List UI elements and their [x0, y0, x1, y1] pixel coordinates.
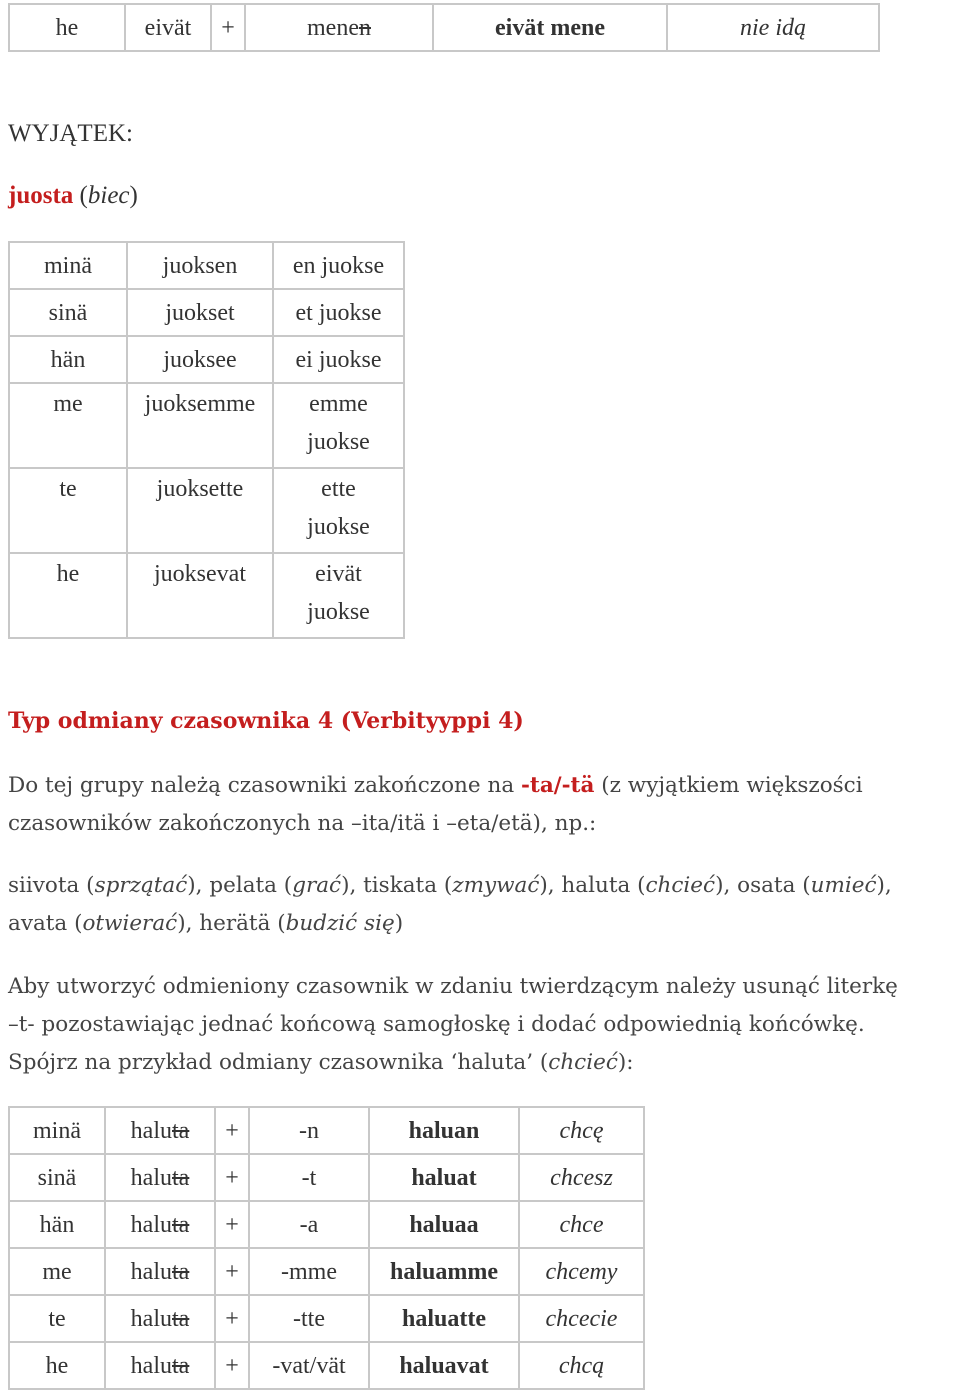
exception-verb: juosta [8, 182, 74, 209]
translation-cell: chcą [519, 1342, 644, 1389]
paragraph-group-description [8, 767, 960, 843]
negative-line-2: juokse [307, 429, 370, 455]
pronoun-cell: hän [9, 336, 127, 383]
paragraph-line [8, 867, 960, 905]
table-row [9, 553, 404, 638]
ending-cell: -t [249, 1154, 369, 1201]
stem-cell [105, 1295, 215, 1342]
juosta-table [8, 241, 405, 639]
negative-cell [273, 468, 404, 553]
plus-cell: + [215, 1295, 249, 1342]
translation-cell: chcemy [519, 1248, 644, 1295]
ending-cell: -tte [249, 1295, 369, 1342]
paragraph-line [8, 905, 960, 943]
result-cell: eivät mene [433, 4, 667, 51]
table-row [9, 1201, 644, 1248]
exception-heading: WYJĄTEK: [8, 120, 133, 147]
translation-open: ( [79, 182, 88, 209]
plus-cell: + [211, 4, 245, 51]
struck-letters: ta [172, 1211, 190, 1238]
plus-cell: + [215, 1201, 249, 1248]
translation-cell: chcesz [519, 1154, 644, 1201]
section-heading: Typ odmiany czasownika 4 (Verbityyppi 4) [8, 708, 524, 734]
haluta-table [8, 1106, 645, 1390]
plus-cell: + [215, 1107, 249, 1154]
stem-cell [105, 1154, 215, 1201]
text-span: Spójrz na przykład odmiany czasownika ‘haluta’ ( [8, 1050, 549, 1075]
plus-cell: + [215, 1248, 249, 1295]
stem-text: halu [130, 1117, 172, 1144]
stem-cell [105, 1248, 215, 1295]
positive-cell: juoksee [127, 336, 273, 383]
translation-italic: sprzątać [94, 873, 188, 898]
pronoun-cell: te [9, 1295, 105, 1342]
table-row [9, 289, 404, 336]
text-span: ), [876, 873, 892, 898]
text-span: Do tej grupy należą czasowniki zakończone na [8, 773, 521, 798]
stem-text: halu [130, 1352, 172, 1379]
stem-text: halu [130, 1164, 172, 1191]
top-conjugation-table [8, 3, 880, 52]
paragraph-instructions [8, 968, 960, 1082]
pronoun-cell: te [9, 468, 127, 553]
result-cell: haluaa [369, 1201, 519, 1248]
pronoun-cell: sinä [9, 289, 127, 336]
translation-italic: budzić się [285, 911, 395, 936]
text-span: ), osata ( [715, 873, 811, 898]
pronoun-cell: hän [9, 1201, 105, 1248]
negation-cell: eivät [125, 4, 211, 51]
translation-italic: zmywać [452, 873, 540, 898]
exception-verb-line [8, 178, 138, 214]
positive-cell: juoksette [127, 468, 273, 553]
struck-letter: n [358, 14, 371, 41]
struck-letters: ta [172, 1258, 190, 1285]
pronoun-cell: sinä [9, 1154, 105, 1201]
positive-cell: juoksemme [127, 383, 273, 468]
struck-letters: ta [172, 1117, 190, 1144]
text-span: ), tiskata ( [341, 873, 453, 898]
pronoun-cell: he [9, 4, 125, 51]
translation-italic: chcieć [548, 1050, 618, 1075]
ending-cell: -vat/vät [249, 1342, 369, 1389]
result-cell: haluatte [369, 1295, 519, 1342]
haluta-table-body [9, 1107, 644, 1389]
stem-cell [105, 1201, 215, 1248]
positive-cell: juoksen [127, 242, 273, 289]
negative-cell: ei juokse [273, 336, 404, 383]
result-cell: haluamme [369, 1248, 519, 1295]
paragraph-examples [8, 867, 960, 943]
exception-translation: biec [87, 182, 130, 209]
paragraph-line: czasowników zakończonych na –ita/itä i –eta/etä), np.: [8, 811, 597, 836]
translation-italic: grać [292, 873, 342, 898]
text-span: ): [617, 1050, 634, 1075]
negative-line-1: ette [321, 476, 356, 502]
paragraph-line [8, 767, 960, 805]
translation-cell: chcecie [519, 1295, 644, 1342]
pronoun-cell: me [9, 1248, 105, 1295]
pronoun-cell: he [9, 1342, 105, 1389]
pronoun-cell: he [9, 553, 127, 638]
negative-cell: en juokse [273, 242, 404, 289]
text-span: (z wyjątkiem większości [594, 773, 863, 798]
stem-text: halu [130, 1258, 172, 1285]
table-row [9, 1154, 644, 1201]
text-span: ), pelata ( [187, 873, 293, 898]
paragraph-line: –t- pozostawiając jednać końcową samogłoskę i dodać odpowiednią końcówkę. [8, 1012, 865, 1037]
stem-text: halu [130, 1211, 172, 1238]
pronoun-cell: minä [9, 1107, 105, 1154]
text-span: avata ( [8, 911, 83, 936]
result-cell: haluat [369, 1154, 519, 1201]
stem-cell [105, 1107, 215, 1154]
ending-cell: -a [249, 1201, 369, 1248]
negative-line-1: emme [309, 391, 368, 417]
pronoun-cell: me [9, 383, 127, 468]
text-span: siivota ( [8, 873, 95, 898]
translation-cell: chcę [519, 1107, 644, 1154]
text-span: ) [394, 911, 404, 936]
table-row [9, 336, 404, 383]
ending-cell: -n [249, 1107, 369, 1154]
negative-line-2: juokse [307, 514, 370, 540]
stem-text: halu [130, 1305, 172, 1332]
translation-cell: nie idą [667, 4, 879, 51]
positive-cell: juoksevat [127, 553, 273, 638]
ending-cell: -mme [249, 1248, 369, 1295]
plus-cell: + [215, 1154, 249, 1201]
negative-cell [273, 553, 404, 638]
table-row [9, 242, 404, 289]
result-cell: haluavat [369, 1342, 519, 1389]
plus-cell: + [215, 1342, 249, 1389]
translation-italic: chcieć [645, 873, 716, 898]
paragraph-line [8, 1044, 960, 1082]
table-row [9, 383, 404, 468]
translation-cell: chce [519, 1201, 644, 1248]
negative-cell: et juokse [273, 289, 404, 336]
translation-italic: umieć [810, 873, 877, 898]
negative-cell [273, 383, 404, 468]
table-row [9, 1295, 644, 1342]
result-cell: haluan [369, 1107, 519, 1154]
negative-line-1: eivät [315, 561, 362, 587]
text-span: ), haluta ( [539, 873, 646, 898]
translation-close: ) [129, 182, 138, 209]
table-row [9, 1107, 644, 1154]
positive-cell: juokset [127, 289, 273, 336]
struck-letters: ta [172, 1164, 190, 1191]
table-row [9, 4, 879, 51]
text-span: ), herätä ( [177, 911, 286, 936]
paragraph-line: Aby utworzyć odmieniony czasownik w zdaniu twierdzącym należy usunąć literkę [8, 974, 898, 999]
table-row [9, 1248, 644, 1295]
stem-cell [105, 1342, 215, 1389]
struck-letters: ta [172, 1305, 190, 1332]
pronoun-cell: minä [9, 242, 127, 289]
negative-line-2: juokse [307, 599, 370, 625]
stem-prefix: mene [307, 14, 359, 41]
table-row [9, 468, 404, 553]
stem-cell [245, 4, 433, 51]
ending-highlight: -ta/-tä [520, 773, 595, 798]
translation-italic: otwierać [82, 911, 178, 936]
struck-letters: ta [172, 1352, 190, 1379]
table-row [9, 1342, 644, 1389]
